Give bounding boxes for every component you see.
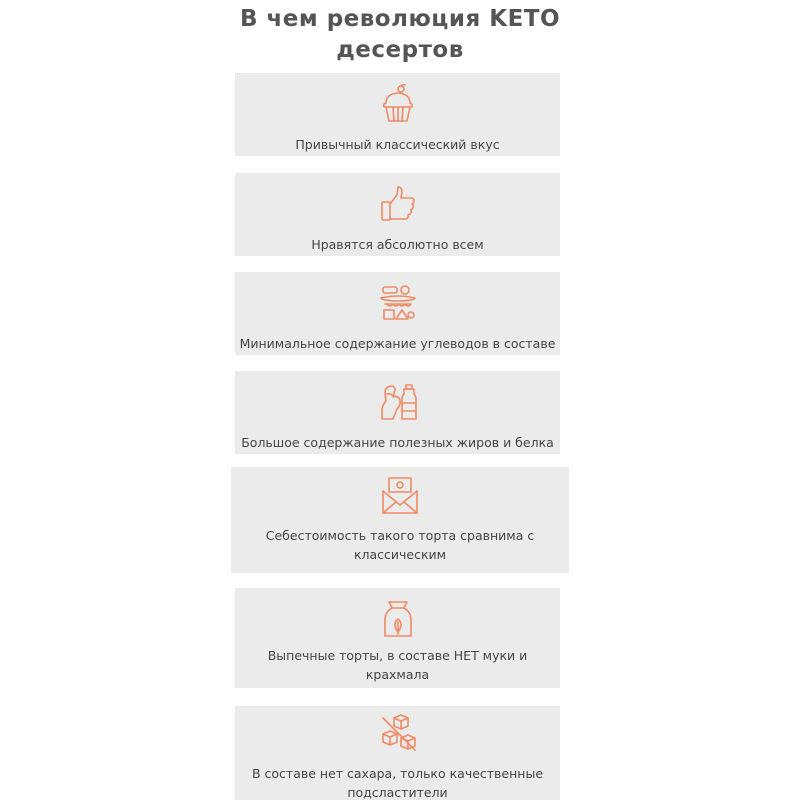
cupcake-icon bbox=[377, 83, 419, 125]
feature-card-text: Минимальное содержание углеводов в составе bbox=[239, 336, 556, 351]
title-line-2: десертов bbox=[336, 37, 464, 63]
food-icon bbox=[377, 282, 419, 324]
sugar-cubes-icon bbox=[377, 712, 419, 754]
feature-card-text: Выпечные торты, в составе НЕТ муки и крахмала bbox=[267, 648, 528, 682]
feature-card-classic-taste bbox=[235, 73, 560, 156]
feature-card-cost bbox=[231, 467, 569, 573]
feature-card-fats-protein bbox=[235, 371, 560, 454]
feature-card-text: Нравятся абсолютно всем bbox=[311, 237, 484, 252]
money-envelope-icon bbox=[379, 475, 421, 517]
feature-card-text: Привычный классический вкус bbox=[295, 137, 500, 152]
feature-card-text: Большое содержание полезных жиров и белка bbox=[241, 435, 554, 450]
muscle-bottle-icon bbox=[377, 381, 419, 423]
feature-card-low-carbs bbox=[235, 272, 560, 355]
flour-bag-icon bbox=[377, 598, 419, 640]
feature-card-no-sugar bbox=[235, 706, 560, 800]
feature-card-text: Себестоимость такого торта сравнима с классическим bbox=[265, 528, 535, 562]
page-title bbox=[0, 4, 800, 66]
title-line-1: В чем революция KETO bbox=[239, 6, 561, 32]
feature-card-text: В составе нет сахара, только качественные подсластители bbox=[251, 766, 544, 800]
thumbs-up-icon bbox=[377, 183, 419, 225]
feature-card-no-flour bbox=[235, 588, 560, 688]
feature-card-everyone-likes bbox=[235, 173, 560, 256]
